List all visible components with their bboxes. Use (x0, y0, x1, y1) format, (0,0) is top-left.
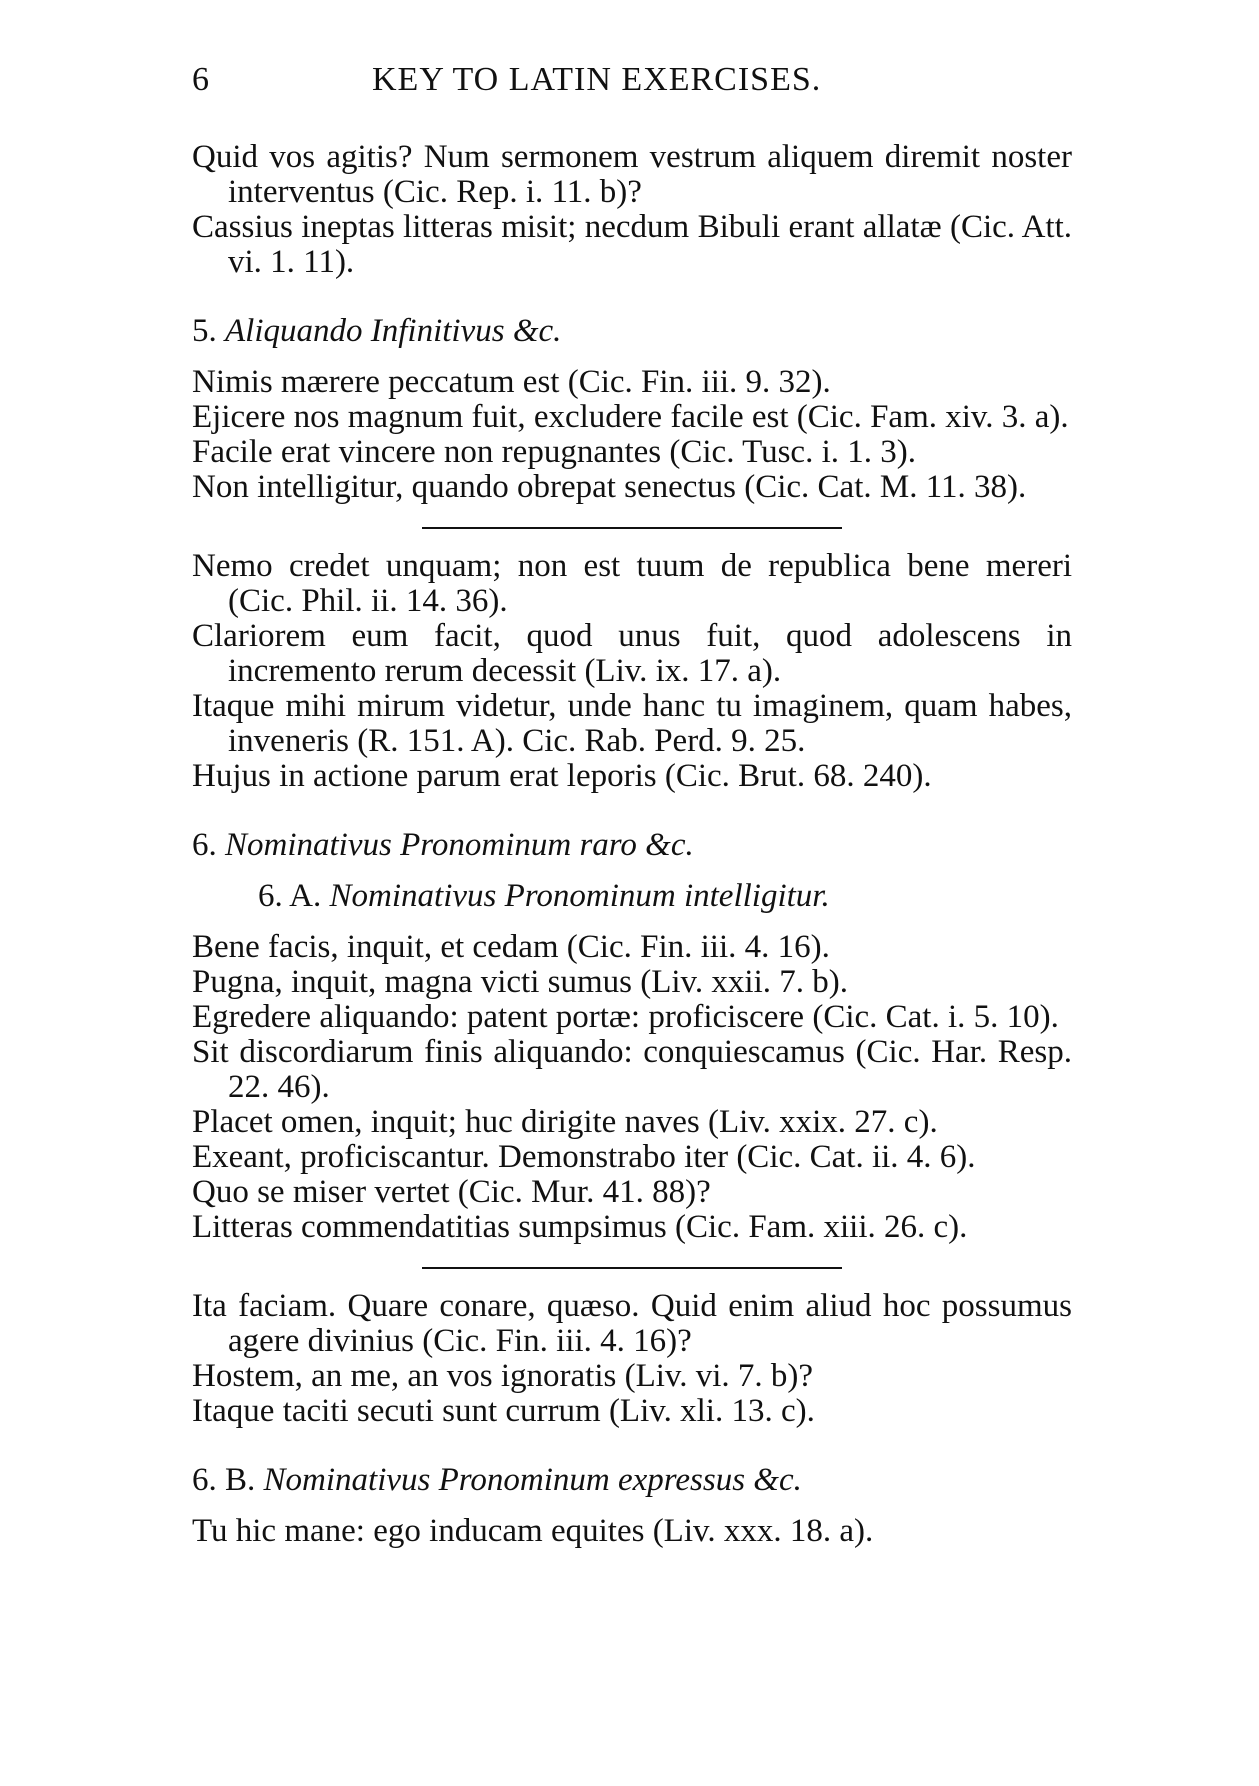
entry: Quo se miser vertet (Cic. Mur. 41. 88)? (192, 1174, 711, 1210)
entry: Litteras commendatitias sumpsimus (Cic. Fam. xiii. 26. c). (192, 1209, 968, 1245)
entry: Bene facis, inquit, et cedam (Cic. Fin. iii. 4. 16). (192, 929, 830, 965)
entry: Nimis mærere peccatum est (Cic. Fin. iii. 9. 32). (192, 364, 831, 400)
entry: Itaque taciti secuti sunt currum (Liv. xli. 13. c). (192, 1393, 815, 1429)
entry: Egredere aliquando: patent portæ: proficiscere (Cic. Cat. i. 5. 10). (192, 999, 1059, 1035)
divider-rule (422, 1267, 842, 1269)
entry: Non intelligitur, quando obrepat senectus (Cic. Cat. M. 11. 38). (192, 469, 1027, 505)
section-title: Nominativus Pronominum expressus &c. (263, 1462, 802, 1498)
entry: Ita faciam. Quare conare, quæso. Quid enim aliud hoc possumus agere divinius (Cic. Fin. iii. 4. 16)? (192, 1288, 1072, 1359)
section-6a-entries (192, 930, 1072, 1429)
section-title: Nominativus Pronominum raro &c. (225, 827, 694, 863)
entry: Tu hic mane: ego inducam equites (Liv. xxx. 18. a). (192, 1513, 874, 1549)
section-6a-heading (192, 879, 1072, 914)
entry: Cassius ineptas litteras misit; necdum Bibuli erant allatæ (Cic. Att. vi. 1. 11). (192, 209, 1072, 280)
entry: Itaque mihi mirum videtur, unde hanc tu imaginem, quam habes, inveneris (R. 151. A). Cic. Rab. Perd. 9. 25. (192, 688, 1072, 759)
intro-block (192, 140, 1072, 280)
page-body (192, 140, 1072, 1549)
section-number: 6. (192, 827, 217, 863)
entry: Placet omen, inquit; huc dirigite naves (Liv. xxix. 27. c). (192, 1104, 938, 1140)
entry: Facile erat vincere non repugnantes (Cic. Tusc. i. 1. 3). (192, 434, 916, 470)
page-number: 6 (192, 61, 209, 98)
entry: Exeant, proficiscantur. Demonstrabo iter (Cic. Cat. ii. 4. 6). (192, 1139, 976, 1175)
section-5-entries (192, 365, 1072, 794)
entry: Pugna, inquit, magna victi sumus (Liv. xxii. 7. b). (192, 964, 848, 1000)
section-title: Nominativus Pronominum intelligitur. (329, 878, 830, 914)
section-6b-entries (192, 1514, 1072, 1549)
section-number: 6. A. (258, 878, 322, 914)
entry: Hujus in actione parum erat leporis (Cic. Brut. 68. 240). (192, 758, 932, 794)
entry: Sit discordiarum finis aliquando: conquiescamus (Cic. Har. Resp. 22. 46). (192, 1034, 1072, 1105)
page-header (192, 62, 1072, 102)
entry: Quid vos agitis? Num sermonem vestrum aliquem diremit noster interventus (Cic. Rep. i. 11. b)? (192, 139, 1072, 210)
section-number: 5. (192, 313, 217, 349)
entry: Ejicere nos magnum fuit, excludere facile est (Cic. Fam. xiv. 3. a). (192, 399, 1069, 435)
entry: Hostem, an me, an vos ignoratis (Liv. vi. 7. b)? (192, 1358, 814, 1394)
entry: Nemo credet unquam; non est tuum de republica bene mereri (Cic. Phil. ii. 14. 36). (192, 548, 1072, 619)
section-number: 6. B. (192, 1462, 256, 1498)
section-5-heading (192, 314, 1072, 349)
running-title: KEY TO LATIN EXERCISES. (372, 61, 822, 98)
divider-rule (422, 527, 842, 529)
section-6b-heading (192, 1463, 1072, 1498)
section-6-heading (192, 828, 1072, 863)
section-title: Aliquando Infinitivus &c. (225, 313, 562, 349)
entry: Clariorem eum facit, quod unus fuit, quod adolescens in incremento rerum decessit (Liv. ix. 17. a). (192, 618, 1072, 689)
